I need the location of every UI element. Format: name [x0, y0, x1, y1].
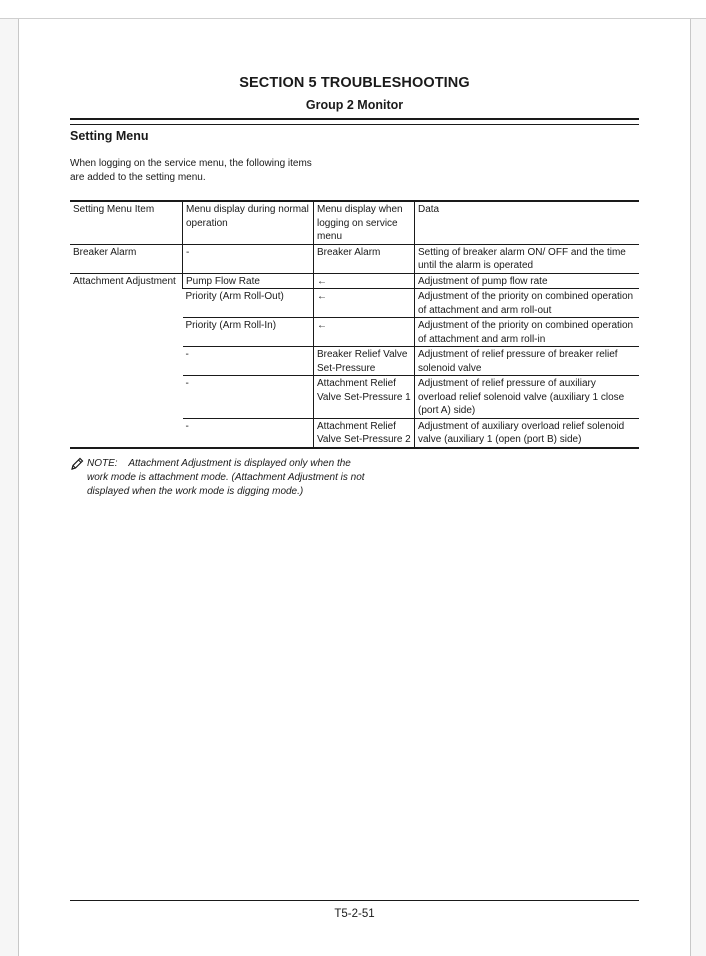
group-title: Group 2 Monitor — [305, 98, 404, 112]
table-header-row — [70, 201, 639, 244]
cell-service: Attachment Relief Valve Set-Pressure 1 — [314, 376, 415, 419]
cell-service: Attachment Relief Valve Set-Pressure 2 — [314, 418, 415, 448]
cell-data: Setting of breaker alarm ON/ OFF and the time until the alarm is operated — [415, 244, 640, 273]
cell-data: Adjustment of relief pressure of auxiliary overload relief solenoid valve (auxiliary 1 close (port A) side) — [415, 376, 640, 419]
cell-normal: - — [183, 347, 314, 376]
cell-service: ← — [314, 289, 415, 318]
cell-normal: Priority (Arm Roll-Out) — [183, 289, 314, 318]
cell-normal: Priority (Arm Roll-In) — [183, 318, 314, 347]
table-row — [70, 273, 639, 289]
cell-service: ← — [314, 273, 415, 289]
cell-data: Adjustment of relief pressure of breaker relief solenoid valve — [415, 347, 640, 376]
header-service-display: Menu display when logging on service menu — [314, 201, 415, 244]
cell-item: Breaker Alarm — [70, 244, 183, 273]
page-number: T5-2-51 — [334, 908, 375, 920]
cell-service: ← — [314, 318, 415, 347]
cell-data: Adjustment of the priority on combined operation of attachment and arm roll-in — [415, 318, 640, 347]
note-line1: Attachment Adjustment is displayed only when — [128, 458, 335, 469]
note-continuation: the work mode is attachment mode. (Attachment Adjustment is not displayed when the work mode is digging mode.) — [87, 458, 365, 497]
footer-divider — [70, 900, 639, 901]
intro-line: When logging on the service menu, the following items — [70, 158, 312, 169]
header-divider — [70, 118, 639, 125]
intro-paragraph — [70, 157, 360, 185]
cell-item-group: Attachment Adjustment — [70, 273, 183, 448]
cell-service: Breaker Relief Valve Set-Pressure — [314, 347, 415, 376]
header-setting-menu-item: Setting Menu Item — [73, 204, 155, 215]
note-text — [70, 457, 370, 499]
cell-normal: - — [183, 244, 314, 273]
document-page — [19, 19, 690, 956]
cell-normal: Pump Flow Rate — [183, 273, 314, 289]
header-data: Data — [415, 201, 640, 244]
viewer-scrollbar[interactable] — [690, 19, 706, 956]
note-label: NOTE: — [87, 458, 118, 469]
header-normal-display: Menu display during normal operation — [183, 201, 314, 244]
section-title: SECTION 5 TROUBLESHOOTING — [239, 75, 470, 91]
viewer-top-bar — [0, 0, 706, 19]
note-block — [70, 457, 370, 499]
pencil-icon — [70, 457, 84, 471]
page-heading: Setting Menu — [70, 129, 149, 143]
cell-normal: - — [183, 418, 314, 448]
cell-data: Adjustment of the priority on combined operation of attachment and arm roll-out — [415, 289, 640, 318]
intro-line: are added to the setting menu. — [70, 172, 206, 183]
setting-menu-table — [70, 200, 639, 449]
viewer-left-gutter — [0, 19, 19, 956]
table-row — [70, 244, 639, 273]
cell-data: Adjustment of pump flow rate — [415, 273, 640, 289]
cell-service: Breaker Alarm — [314, 244, 415, 273]
cell-normal: - — [183, 376, 314, 419]
cell-data: Adjustment of auxiliary overload relief solenoid valve (auxiliary 1 (open (port B) side) — [415, 418, 640, 448]
